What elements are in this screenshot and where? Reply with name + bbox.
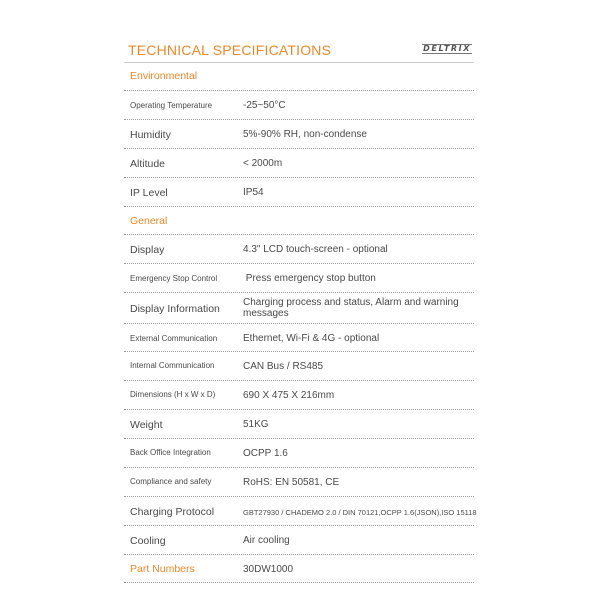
spec-label: Emergency Stop Control [130,274,218,283]
spec-value: GBT27930 / CHADEMO 2.0 / DIN 70121,OCPP 1.6(JSON),ISO 15118 [243,508,477,517]
section-label: Environmental [130,70,198,82]
spec-value: Air cooling [243,535,290,546]
spec-value: Charging process and status, Alarm and warning messages [243,297,459,319]
spec-row [124,381,474,410]
spec-value: 690 X 475 X 216mm [243,390,335,401]
spec-value: CAN Bus / RS485 [243,361,324,372]
spec-value: < 2000m [243,158,283,169]
spec-row [124,264,474,293]
spec-label: Humidity [130,129,171,141]
spec-label: Weight [130,419,163,431]
spec-value: Ethernet, Wi-Fi & 4G - optional [243,333,380,344]
section-row-environmental [124,63,474,91]
spec-label: Cooling [130,535,166,547]
spec-row [124,235,474,264]
section-row-general [124,207,474,235]
spec-value: RoHS: EN 50581, CE [243,477,340,488]
spec-value: Press emergency stop button [243,273,376,284]
spec-label: Charging Protocol [130,506,215,518]
spec-label: Compliance and safety [130,477,212,486]
spec-label: External Communication [130,334,218,343]
spec-row [124,439,474,468]
spec-row [124,352,474,381]
section-row-part-numbers [124,555,474,583]
brand-logo: DELTRIX [423,44,471,53]
spec-label: Display [130,244,165,256]
spec-row [124,149,474,178]
spec-label: Display Information [130,303,220,315]
spec-row [124,293,474,324]
spec-value: 51KG [243,419,269,430]
spec-row [124,497,477,526]
spec-row [124,468,474,497]
section-label: General [130,215,168,227]
spec-row [124,178,474,207]
page-title: TECHNICAL SPECIFICATIONS [128,42,332,58]
spec-row [124,120,474,149]
spec-row [124,324,474,352]
spec-header [124,40,474,63]
spec-label: Altitude [130,158,166,170]
spec-label: Operating Temperature [130,101,213,110]
spec-label: Internal Communication [130,361,215,370]
part-number-value: 30DW1000 [243,564,294,575]
spec-row [124,526,474,555]
spec-value: -25~50°C [243,100,286,111]
section-label: Part Numbers [130,563,195,575]
spec-value: 4.3" LCD touch-screen - optional [243,244,388,255]
spec-value: 5%-90% RH, non-condense [243,129,367,140]
spec-value: OCPP 1.6 [243,448,288,459]
spec-value: IP54 [243,187,264,198]
spec-row [124,91,474,120]
spec-label: Dimensions (H x W x D) [130,390,216,399]
spec-row [124,410,474,439]
spec-sheet [124,40,477,583]
spec-label: Back Office Integration [130,448,211,457]
spec-label: IP Level [130,187,168,199]
